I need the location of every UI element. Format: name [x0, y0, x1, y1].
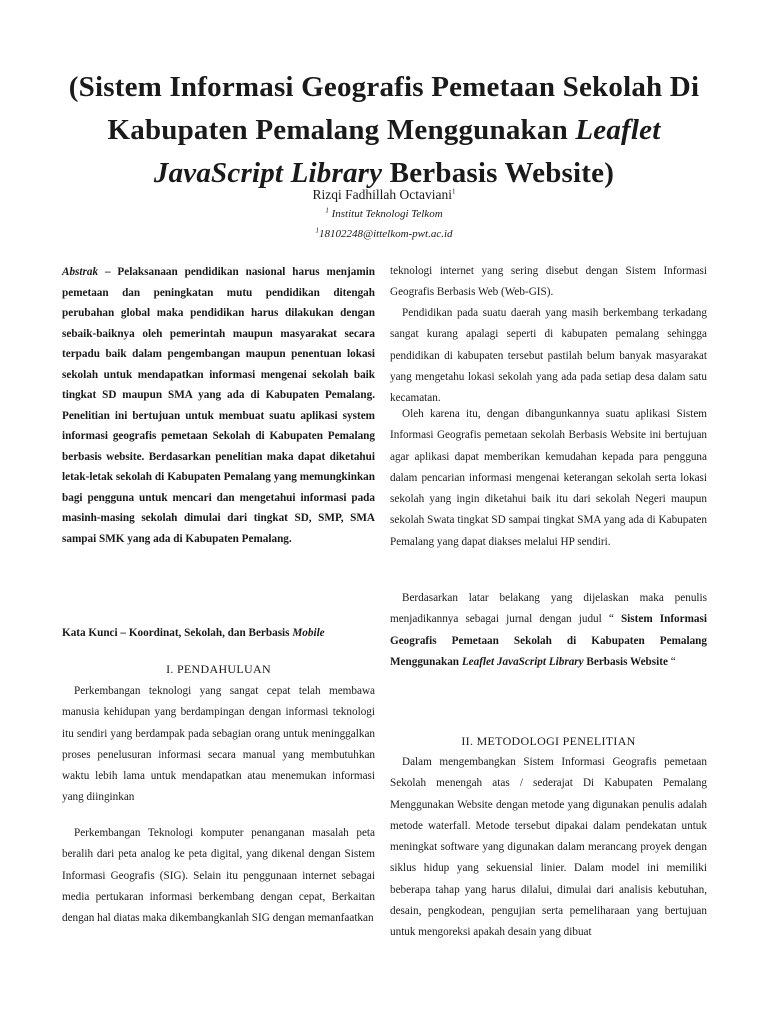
- paper-title-part2: Berbasis Website): [382, 157, 615, 189]
- abstract-label: Abstrak: [62, 266, 99, 278]
- keywords-italic: Mobile: [292, 627, 325, 639]
- p5-text-b: Sistem Informasi Geografis Pemetaan Sekolah di Kabupaten Pemalang Menggunakan: [390, 613, 707, 668]
- intro-paragraph-3: Pendidikan pada suatu daerah yang masih berkembang terkadang sangat kurang apalagi seperti di kabupaten pemalang sehingga pendidikan di kabupaten tersebut pastilah belum banyak masyarakat yang mengetahu lokasi sekolah yang ada pada setiap desa dalam satu kecamatan.: [390, 307, 707, 405]
- intro-paragraph-4: Oleh karena itu, dengan dibangunkannya suatu aplikasi Sistem Informasi Geografis pemetaan sekolah Berbasis Website ini bertujuan agar aplikasi dapat memberikan kemudahan kepada para pengguna dalam pencarian informasi mengenai keterangan sekolah serta lokasi sekolah yang ingin diketahui baik itu dari sekolah Negeri maupun sekolah Swata tingkat SD sampai tingkat SMA yang ada di Kabupaten Pemalang yang dapat diakses melalui HP sendiri.: [390, 408, 707, 548]
- paper-title: [40, 66, 728, 195]
- intro-paragraph-2-continued: teknologi internet yang sering disebut dengan Sistem Informasi Geografis Berbasis Web (Web-GIS).: [390, 265, 707, 299]
- email-sup: 1: [315, 226, 319, 235]
- keywords: [62, 624, 375, 642]
- p5-text-a: Berdasarkan latar belakang yang dijelaskan maka penulis menjadikannya sebagai jurnal dengan judul “: [390, 592, 707, 626]
- author-email: 18102248@ittelkom-pwt.ac.id: [318, 228, 453, 240]
- abstract-dash: –: [98, 266, 118, 278]
- intro-paragraph-2: Perkembangan Teknologi komputer penanganan masalah peta beralih dari peta analog ke peta digital, yang dikenal dengan Sistem Informasi Geografis (SIG). Selain itu penggunaan internet sebagai media pertukaran informasi berkembang dengan cepat, Berkaitan dengan hal diatas maka dikembangkanlah SIG dengan memanfaatkan: [62, 827, 375, 925]
- method-paragraph-1: Dalam mengembangkan Sistem Informasi Geografis pemetaan Sekolah menengah atas / sederajat Di Kabupaten Pemalang Menggunakan Website dengan metode yang digunakan penulis adalah metode waterfall. Metode tersebut dipakai dalam pendekatan untuk meningkat software yang digunakan dalam merancang proyek dengan siklus hidup yang sekuensial linier. Dalam model ini memiliki beberapa tahap yang harus dilalui, dimulai dari analisis kebutuhan, desain, pengkodean, pengujian serta pemeliharaan yang bertujuan untuk mengoreksi apakah desain yang dibuat: [390, 756, 707, 939]
- section-heading-metodologi: II. METODOLOGI PENELITIAN: [461, 734, 636, 748]
- intro-paragraph-1: Perkembangan teknologi yang sangat cepat telah membawa manusia kehidupan yang berdampingan dengan informasi teknologi itu sendiri yang berdampak pada sebagian orang untuk meninggalkan proses penelusuran informasi secara manual yang membutuhkan waktu lebih lama untuk mendapatkan atau menemukan informasi yang diinginkan: [62, 685, 375, 804]
- paper-title-part1: (Sistem Informasi Geografis Pemetaan Sekolah Di Kabupaten Pemalang Menggunakan: [68, 71, 700, 146]
- affiliation-line: [0, 207, 768, 222]
- p5-text-e: “: [667, 655, 676, 668]
- p5-text-c: Leaflet JavaScript Library: [461, 655, 584, 668]
- abstract-text: Pelaksanaan pendidikan nasional harus menjamin pemetaan dan peningkatan mutu pendidikan ditengah perubahan global maka pendidikan harus dilakukan dengan sebaik-baiknya oleh pemerintah maupun masyarakat secara terpadu baik dalam pengembangan maupun penentuan lokasi sekolah untuk mendapatkan informasi mengenai sekolah baik tingkat SD maupun SMA yang ada di Kabupaten Pemalang. Penelitian ini bertujuan untuk membuat suatu aplikasi system informasi geografis pemetaan Sekolah di Kabupaten Pemalang berbasis website. Berdasarkan penelitian maka dapat diketahui letak-letak sekolah di Kabupaten Pemalang yang memungkinkan bagi pengguna untuk mencari dan mengetahui informasi pada masinh-masing sekolah dimulai dari tingkat SD, SMP, SMA sampai SMK yang ada di Kabupaten Pemalang.: [62, 266, 375, 545]
- abstract: [62, 262, 375, 549]
- keywords-text: Kata Kunci – Koordinat, Sekolah, dan Berbasis: [62, 627, 293, 639]
- paper-title-italic: Leaflet JavaScript Library: [153, 114, 661, 189]
- section-heading-pendahuluan: I. PENDAHULUAN: [166, 662, 271, 676]
- author-sup: 1: [451, 187, 456, 196]
- affiliation: Institut Teknologi Telkom: [328, 208, 443, 220]
- author-name: Rizqi Fadhillah Octaviani: [312, 187, 452, 202]
- affiliation-sup: 1: [325, 206, 329, 215]
- p5-text-d: Berbasis Website: [583, 655, 668, 668]
- intro-paragraph-5: [390, 588, 707, 673]
- author-line: [0, 186, 768, 204]
- email-line: [0, 227, 768, 242]
